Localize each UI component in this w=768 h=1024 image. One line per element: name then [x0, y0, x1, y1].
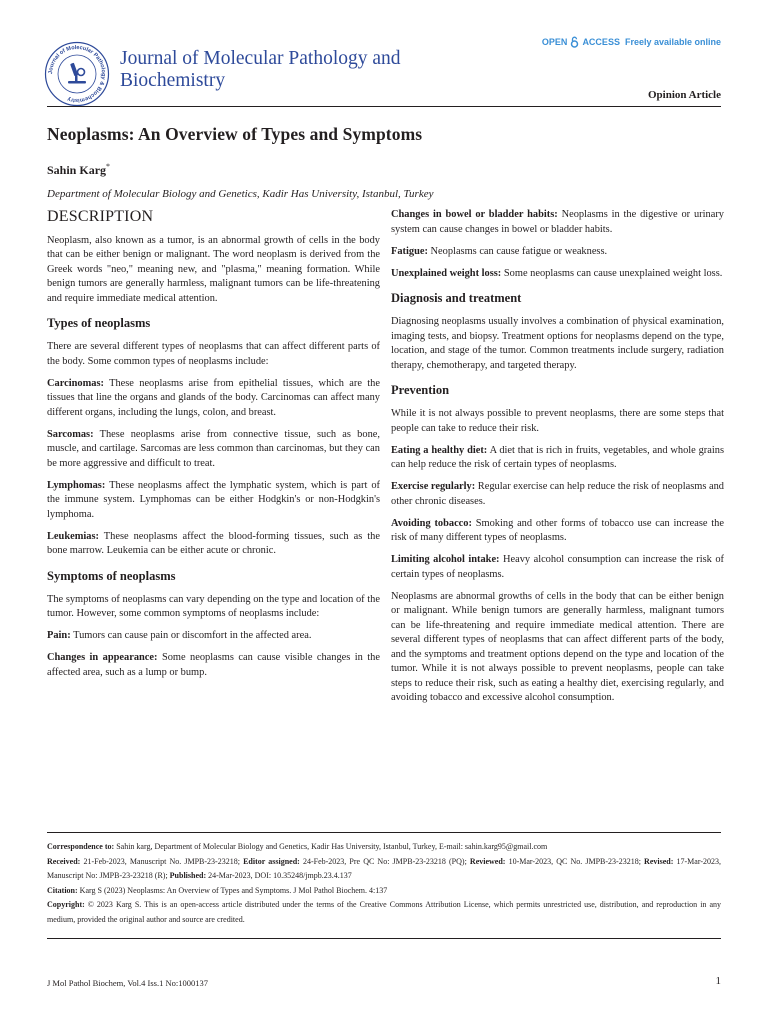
journal-title[interactable]: [120, 48, 480, 92]
exercise-text: Regular exercise can help reduce the risk of neoplasms and other chronic diseases.: [391, 481, 724, 507]
weight-paragraph: [391, 267, 724, 282]
journal-reference: J Mol Pathol Biochem, Vol.4 Iss.1 No:1000137: [47, 978, 208, 988]
journal-header: [44, 36, 724, 108]
bowel-label: Changes in bowel or bladder habits:: [391, 209, 558, 220]
left-column: [47, 206, 380, 688]
alcohol-paragraph: [391, 553, 724, 582]
types-heading: Types of neoplasms: [47, 316, 151, 330]
received-label: Received:: [47, 856, 81, 866]
diet-label: Eating a healthy diet:: [391, 444, 488, 456]
author-affiliation: Department of Molecular Biology and Genetics, Kadir Has University, Istanbul, Turkey: [47, 188, 434, 200]
exercise-label: Exercise regularly:: [391, 481, 476, 492]
open-access-badge: [542, 36, 721, 48]
correspondence-text[interactable]: Sahin karg, Department of Molecular Biology and Genetics, Kadir Has University, Istanbul, Turkey, E-mail: sahin.karg95@gmail.com: [116, 842, 548, 851]
lymphomas-text: These neoplasms affect the lymphatic system, which is part of the immune system. Lymphomas can be either Hodgkin's or non-Hodgkin's lymphoma.: [47, 479, 380, 520]
microscope-icon: [68, 63, 86, 84]
journal-logo: [44, 41, 110, 107]
leukemias-paragraph: [47, 530, 380, 559]
fatigue-paragraph: [391, 245, 724, 260]
revised-label: Revised:: [644, 856, 674, 866]
weight-text: Some neoplasms can cause unexplained weight loss.: [503, 267, 723, 279]
access-label: ACCESS: [582, 37, 620, 47]
types-intro-paragraph: There are several different types of neoplasms that can affect different parts of the body. Some common types of neoplasms include:: [47, 341, 380, 367]
diet-text: A diet that is rich in fruits, vegetables, and whole grains can help reduce the risk of certain types of neoplasms.: [391, 444, 724, 470]
symptoms-heading: Symptoms of neoplasms: [47, 568, 176, 583]
footnotes: [47, 840, 721, 928]
carcinomas-text: These neoplasms arise from epithelial tissues, which are the tissues that line the organs and glands of the body. Carcinomas can affect many different organs, including the lungs, colon, and breast.: [47, 377, 380, 418]
journal-title-line1: Journal of Molecular Pathology and: [120, 48, 401, 69]
correspondence-line: [47, 840, 721, 855]
tobacco-label: Avoiding tobacco:: [391, 517, 472, 529]
published-text[interactable]: 24-Mar-2023, DOI: 10.35248/jmpb.23.4.137: [208, 871, 352, 881]
citation-label: Citation:: [47, 885, 78, 895]
copyright-label: Copyright:: [47, 900, 85, 910]
lymphomas-label: Lymphomas:: [47, 479, 106, 491]
exercise-paragraph: [391, 480, 724, 509]
journal-title-line2: Biochemistry: [120, 70, 226, 91]
freely-available-label: Freely available online: [624, 37, 721, 47]
received-text: 21-Feb-2023, Manuscript No. JMPB-23-23218;: [83, 856, 240, 866]
leukemias-text: These neoplasms affect the blood-forming tissues, such as the bone marrow. Leukemia can be either acute or chronic.: [47, 530, 380, 556]
logo-ring-text: Journal of Molecular Pathology & Biochemistry: [47, 44, 107, 104]
diagnosis-paragraph: Diagnosing neoplasms usually involves a combination of physical examination, imaging tests, and biopsy. Treatment options for neoplasms depend on the type, location, and stage of the tumor. Common treatments include surgery, radiation therapy, chemotherapy, and targeted therapy.: [391, 316, 724, 371]
author-line: [47, 162, 110, 178]
footnote-divider-bottom: [47, 938, 721, 939]
alcohol-label: Limiting alcohol intake:: [391, 554, 500, 565]
lymphomas-paragraph: [47, 479, 380, 523]
page-number: 1: [715, 975, 721, 987]
reviewed-label: Reviewed:: [469, 856, 506, 866]
corresponding-mark: *: [106, 162, 111, 171]
diet-paragraph: [391, 444, 724, 473]
bowel-paragraph: [391, 208, 724, 237]
alcohol-text: Heavy alcohol consumption can increase the risk of certain types of neoplasms.: [391, 554, 724, 580]
sarcomas-label: Sarcomas:: [47, 428, 94, 440]
editor-text: 24-Feb-2023, Pre QC No: JMPB-23-23218 (PQ);: [302, 856, 467, 866]
diagnosis-heading: Diagnosis and treatment: [391, 291, 522, 305]
open-label: OPEN: [541, 37, 568, 47]
author-name: Sahin Karg: [47, 163, 107, 177]
tobacco-paragraph: [391, 517, 724, 546]
pain-paragraph: [47, 629, 380, 644]
intro-paragraph: Neoplasm, also known as a tumor, is an abnormal growth of cells in the body that can be either benign or malignant. The word neoplasm is derived from the Greek words "neo," meaning new, and "plasma," meaning formation. While benign tumors are generally harmless, malignant tumors can be life-threatening and require immediate medical attention.: [47, 234, 380, 304]
appearance-label: Changes in appearance:: [47, 652, 158, 663]
revised-text: 17-Mar-2023, Manuscript No: JMPB-23-23218 (R);: [47, 856, 721, 881]
appearance-text: Some neoplasms can cause visible changes in the affected area, such as a lump or bump.: [47, 652, 380, 678]
weight-label: Unexplained weight loss:: [391, 267, 502, 279]
tobacco-text: Smoking and other forms of tobacco use can increase the risk of many different types of neoplasms.: [391, 517, 724, 543]
right-column: [391, 208, 724, 713]
footnote-divider-top: [47, 832, 721, 833]
description-heading: DESCRIPTION: [47, 208, 154, 225]
leukemias-label: Leukemias:: [47, 530, 99, 542]
header-divider: [47, 106, 721, 107]
copyright-text: © 2023 Karg S. This is an open-access article distributed under the terms of the Creative Commons Attribution License, which permits unrestricted use, distribution, and reproduction in any medium, provided the original author and source are credited.: [47, 900, 721, 924]
article-type: Opinion Article: [647, 89, 721, 101]
reviewed-text: 10-Mar-2023, QC No. JMPB-23-23218;: [508, 856, 641, 866]
editor-label: Editor assigned:: [243, 856, 300, 866]
copyright-line: [47, 898, 721, 927]
published-label: Published:: [169, 871, 207, 881]
dates-line: [47, 855, 721, 884]
correspondence-label: Correspondence to:: [47, 842, 115, 851]
symptoms-intro-paragraph: The symptoms of neoplasms can vary depending on the type and location of the tumor. However, some common symptoms of neoplasms include:: [47, 593, 380, 619]
conclusion-paragraph: Neoplasms are abnormal growths of cells in the body that can be either benign or malignant. While benign tumors are generally harmless, malignant tumors can be life-threatening and require immediate medical attention. There are several different types of neoplasms that can affect different parts of the body, and the symptoms and treatment options depend on the type and location of the tumor. While it is not always possible to prevent neoplasms, people can take steps to reduce their risk, such as eating a healthy diet, exercising regularly, and avoiding tobacco and excessive alcohol consumption.: [391, 590, 724, 703]
citation-text: Karg S (2023) Neoplasms: An Overview of Types and Symptoms. J Mol Pathol Biochem. 4:137: [79, 885, 388, 895]
fatigue-text: Neoplasms can cause fatigue or weakness.: [430, 245, 608, 257]
appearance-paragraph: [47, 651, 380, 680]
article-title: Neoplasms: An Overview of Types and Symptoms: [47, 124, 423, 144]
carcinomas-label: Carcinomas:: [47, 377, 104, 389]
sarcomas-paragraph: [47, 428, 380, 472]
citation-line: [47, 884, 721, 899]
carcinomas-paragraph: [47, 377, 380, 421]
prevention-intro-paragraph: While it is not always possible to prevent neoplasms, there are some steps that people can take to reduce their risk.: [391, 408, 724, 434]
pain-text: Tumors can cause pain or discomfort in the affected area.: [73, 630, 312, 641]
sarcomas-text: These neoplasms arise from connective tissue, such as bone, muscle, and cartilage. Sarcomas are less common than carcinomas, but they can be more aggressive and difficult to treat.: [47, 428, 380, 469]
pain-label: Pain:: [47, 630, 71, 641]
bowel-text: Neoplasms in the digestive or urinary system can cause changes in bowel or bladder habits.: [391, 209, 724, 235]
prevention-heading: Prevention: [391, 383, 450, 397]
fatigue-label: Fatigue:: [391, 245, 428, 257]
open-lock-icon: [570, 36, 579, 48]
